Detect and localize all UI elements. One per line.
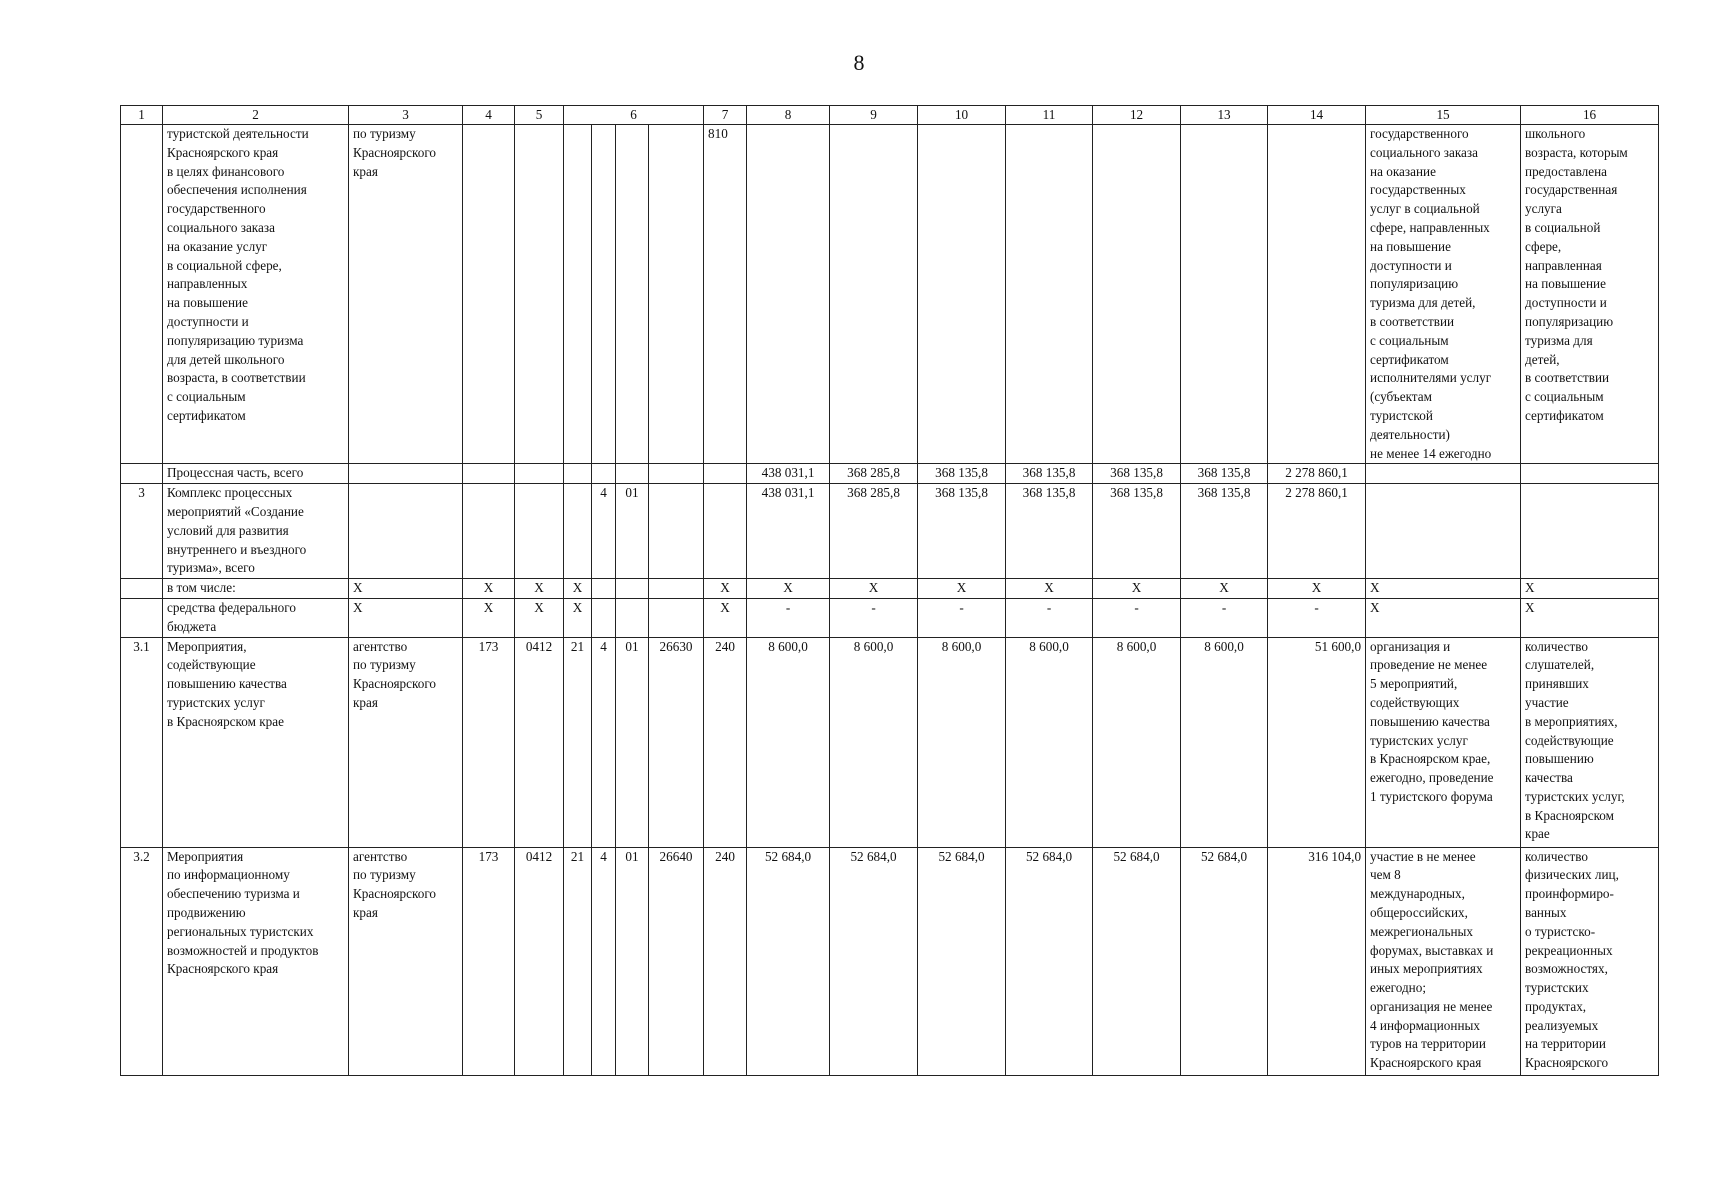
code-cell: 01	[616, 847, 649, 1075]
value-cell: 8 600,0	[830, 637, 918, 847]
value-cell: 438 031,1	[747, 464, 830, 484]
row-name: в том числе:	[163, 579, 349, 599]
header-cell: 3	[349, 106, 463, 125]
cell	[592, 125, 616, 464]
code-cell: 01	[616, 484, 649, 579]
header-cell: 6	[564, 106, 704, 125]
value-cell: 368 135,8	[1006, 464, 1093, 484]
cell	[564, 464, 592, 484]
cell	[1521, 484, 1659, 579]
value-cell: 51 600,0	[1268, 637, 1366, 847]
cell	[592, 464, 616, 484]
value-cell: 8 600,0	[1006, 637, 1093, 847]
row-result: государственного социального заказа на оказание государственных услуг в социальной сфере, направленных на повышение доступности и популяризацию туризма для детей, в соответствии с социальным сертификатом исполнителями услуг (субъектам туристской деятельности) не менее 14 ежегодно	[1366, 125, 1521, 464]
value-cell: 368 135,8	[918, 484, 1006, 579]
cell	[616, 125, 649, 464]
cell	[564, 125, 592, 464]
row-number	[121, 579, 163, 599]
dash-cell: -	[747, 598, 830, 637]
header-cell: 10	[918, 106, 1006, 125]
row-executor: агентство по туризму Красноярского края	[349, 637, 463, 847]
cell	[1268, 125, 1366, 464]
value-cell: 438 031,1	[747, 484, 830, 579]
row-name: Мероприятия по информационному обеспечению туризма и продвижению региональных туристских возможностей и продуктов Красноярского края	[163, 847, 349, 1075]
code-cell: 21	[564, 637, 592, 847]
table-row	[121, 847, 1659, 1075]
cell	[830, 125, 918, 464]
x-cell: X	[830, 579, 918, 599]
budget-table	[120, 105, 1659, 1076]
value-cell: 2 278 860,1	[1268, 464, 1366, 484]
header-cell: 4	[463, 106, 515, 125]
cell	[463, 125, 515, 464]
x-cell: X	[1093, 579, 1181, 599]
x-cell: X	[1006, 579, 1093, 599]
x-cell: X	[1366, 579, 1521, 599]
cell	[592, 579, 616, 599]
cell	[649, 598, 704, 637]
cell	[1093, 125, 1181, 464]
cell	[704, 484, 747, 579]
value-cell: 8 600,0	[747, 637, 830, 847]
value-cell: 368 135,8	[1181, 484, 1268, 579]
code-cell: 173	[463, 847, 515, 1075]
header-cell: 7	[704, 106, 747, 125]
dash-cell: -	[1268, 598, 1366, 637]
cell	[515, 125, 564, 464]
x-cell: X	[704, 579, 747, 599]
value-cell: 52 684,0	[1181, 847, 1268, 1075]
code-cell: 173	[463, 637, 515, 847]
value-cell: 368 135,8	[1006, 484, 1093, 579]
cell	[918, 125, 1006, 464]
code-cell: 4	[592, 847, 616, 1075]
value-cell: 368 135,8	[1181, 464, 1268, 484]
row-name: Процессная часть, всего	[163, 464, 349, 484]
table-row	[121, 579, 1659, 599]
dash-cell: -	[918, 598, 1006, 637]
row-executor: агентство по туризму Красноярского края	[349, 847, 463, 1075]
x-cell: X	[349, 598, 463, 637]
value-cell: 52 684,0	[1093, 847, 1181, 1075]
value-cell: 52 684,0	[830, 847, 918, 1075]
row-number	[121, 464, 163, 484]
header-cell: 16	[1521, 106, 1659, 125]
cell	[747, 125, 830, 464]
cell	[649, 484, 704, 579]
row-name: средства федерального бюджета	[163, 598, 349, 637]
value-cell: 8 600,0	[918, 637, 1006, 847]
header-cell: 14	[1268, 106, 1366, 125]
value-cell: 368 135,8	[918, 464, 1006, 484]
row-name: Мероприятия, содействующие повышению качества туристских услуг в Красноярском крае	[163, 637, 349, 847]
dash-cell: -	[1093, 598, 1181, 637]
cell	[564, 484, 592, 579]
code-cell: 26630	[649, 637, 704, 847]
x-cell: X	[349, 579, 463, 599]
value-cell: 52 684,0	[918, 847, 1006, 1075]
cell	[649, 464, 704, 484]
x-cell: X	[1268, 579, 1366, 599]
cell	[592, 598, 616, 637]
code-cell: 01	[616, 637, 649, 847]
cell	[1366, 464, 1521, 484]
cell	[515, 464, 564, 484]
x-cell: X	[704, 598, 747, 637]
code-cell: 0412	[515, 847, 564, 1075]
header-cell: 13	[1181, 106, 1268, 125]
header-row	[121, 106, 1659, 125]
table-row	[121, 125, 1659, 464]
cell	[1366, 484, 1521, 579]
row-result: участие в не менее чем 8 международных, общероссийских, межрегиональных форумах, выставках и иных мероприятиях ежегодно; организация не менее 4 информационных туров на территории Красноярского края	[1366, 847, 1521, 1075]
code-cell: 4	[592, 484, 616, 579]
header-cell: 1	[121, 106, 163, 125]
dash-cell: -	[830, 598, 918, 637]
x-cell: X	[463, 579, 515, 599]
header-cell: 12	[1093, 106, 1181, 125]
value-cell: 8 600,0	[1093, 637, 1181, 847]
row-indicator: школьного возраста, которым предоставлена государственная услуга в социальной сфере, направленная на повышение доступности и популяризацию туризма для детей, в соответствии с социальным сертификатом	[1521, 125, 1659, 464]
cell	[463, 484, 515, 579]
x-cell: X	[463, 598, 515, 637]
code-cell: 0412	[515, 637, 564, 847]
x-cell: X	[1521, 598, 1659, 637]
row-executor: по туризму Красноярского края	[349, 125, 463, 464]
value-cell: 2 278 860,1	[1268, 484, 1366, 579]
code-cell: 4	[592, 637, 616, 847]
value-cell: 52 684,0	[1006, 847, 1093, 1075]
row-indicator: количество слушателей, принявших участие в мероприятиях, содействующие повышению качества туристских услуг, в Красноярском крае	[1521, 637, 1659, 847]
cell	[349, 464, 463, 484]
page-number: 8	[853, 50, 865, 75]
header-cell: 9	[830, 106, 918, 125]
cell	[649, 579, 704, 599]
x-cell: X	[1521, 579, 1659, 599]
cell	[1181, 125, 1268, 464]
header-cell: 15	[1366, 106, 1521, 125]
row-code: 810	[704, 125, 747, 464]
value-cell: 368 135,8	[1093, 464, 1181, 484]
cell	[616, 464, 649, 484]
row-number: 3	[121, 484, 163, 579]
value-cell: 316 104,0	[1268, 847, 1366, 1075]
row-result: организация и проведение не менее 5 мероприятий, содействующих повышению качества туристских услуг в Красноярском крае, ежегодно, проведение 1 туристского форума	[1366, 637, 1521, 847]
table-row	[121, 598, 1659, 637]
header-cell: 8	[747, 106, 830, 125]
table-row	[121, 484, 1659, 579]
cell	[463, 464, 515, 484]
table-row	[121, 464, 1659, 484]
value-cell: 368 135,8	[1093, 484, 1181, 579]
x-cell: X	[1181, 579, 1268, 599]
table-row	[121, 637, 1659, 847]
cell	[1521, 464, 1659, 484]
x-cell: X	[564, 579, 592, 599]
code-cell: 240	[704, 847, 747, 1075]
x-cell: X	[918, 579, 1006, 599]
cell	[704, 464, 747, 484]
cell	[349, 484, 463, 579]
code-cell: 26640	[649, 847, 704, 1075]
header-cell: 11	[1006, 106, 1093, 125]
x-cell: X	[515, 579, 564, 599]
header-cell: 2	[163, 106, 349, 125]
row-name: Комплекс процессных мероприятий «Создание условий для развития внутреннего и въездного туризма», всего	[163, 484, 349, 579]
cell	[649, 125, 704, 464]
header-cell: 5	[515, 106, 564, 125]
cell	[616, 579, 649, 599]
row-number	[121, 125, 163, 464]
x-cell: X	[747, 579, 830, 599]
row-indicator: количество физических лиц, проинформиро- ванных о туристско- рекреационных возможностях, туристских продуктах, реализуемых на территории Красноярского	[1521, 847, 1659, 1075]
value-cell: 52 684,0	[747, 847, 830, 1075]
code-cell: 21	[564, 847, 592, 1075]
value-cell: 8 600,0	[1181, 637, 1268, 847]
row-number: 3.1	[121, 637, 163, 847]
x-cell: X	[1366, 598, 1521, 637]
value-cell: 368 285,8	[830, 464, 918, 484]
cell	[515, 484, 564, 579]
code-cell: 240	[704, 637, 747, 847]
row-number	[121, 598, 163, 637]
cell	[616, 598, 649, 637]
row-number: 3.2	[121, 847, 163, 1075]
dash-cell: -	[1181, 598, 1268, 637]
value-cell: 368 285,8	[830, 484, 918, 579]
cell	[1006, 125, 1093, 464]
x-cell: X	[515, 598, 564, 637]
row-name: туристской деятельности Красноярского края в целях финансового обеспечения исполнения государственного социального заказа на оказание услуг в социальной сфере, направленных на повышение доступности и популяризацию туризма для детей школьного возраста, в соответствии с социальным сертификатом	[163, 125, 349, 464]
dash-cell: -	[1006, 598, 1093, 637]
x-cell: X	[564, 598, 592, 637]
